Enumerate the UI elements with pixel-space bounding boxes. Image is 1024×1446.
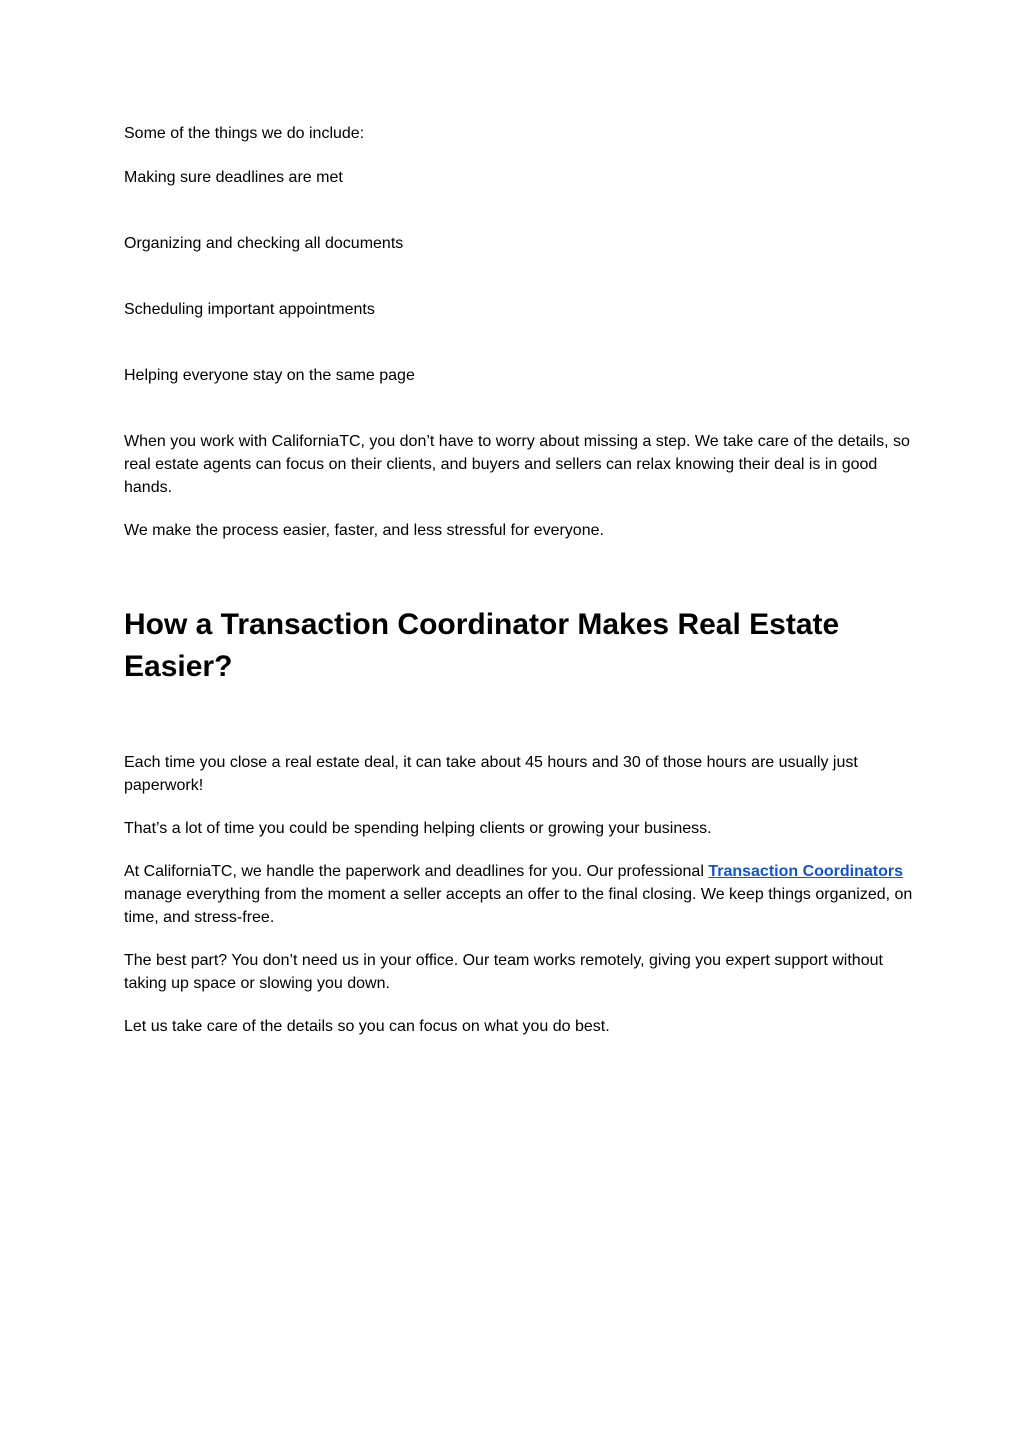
intro-lead: Some of the things we do include: (124, 125, 365, 142)
paragraph-easier: We make the process easier, faster, and less stressful for everyone. (124, 522, 604, 539)
paragraph-text-after-link: manage everything from the moment a seller accepts an offer to the final closing. We keep things organized, on time, and stress-free. (124, 886, 913, 926)
paragraph-45-hours: Each time you close a real estate deal, it can take about 45 hours and 30 of those hours are usually just paperwork! (124, 754, 858, 794)
section-heading: How a Transaction Coordinator Makes Real Estate Easier? (124, 608, 840, 683)
list-item-documents: Organizing and checking all documents (124, 235, 404, 252)
paragraph-text-before-link: At CaliforniaTC, we handle the paperwork and deadlines for you. Our professional (124, 863, 709, 880)
paragraph-lot-of-time: That’s a lot of time you could be spending helping clients or growing your business. (124, 820, 712, 837)
list-item-same-page: Helping everyone stay on the same page (124, 367, 415, 384)
paragraph-californiatc: When you work with CaliforniaTC, you don’t have to worry about missing a step. We take care of the details, so real estate agents can focus on their clients, and buyers and sellers can relax knowing their deal is in good hands. (124, 433, 910, 496)
transaction-coordinators-link[interactable]: Transaction Coordinators (708, 863, 904, 880)
paragraph-best-part: The best part? You don’t need us in your office. Our team works remotely, giving you expert support without taking up space or slowing you down. (124, 952, 883, 992)
paragraph-handle-paperwork (124, 860, 914, 929)
list-item-appointments: Scheduling important appointments (124, 301, 375, 318)
paragraph-focus: Let us take care of the details so you can focus on what you do best. (124, 1018, 610, 1035)
list-item-deadlines: Making sure deadlines are met (124, 169, 343, 186)
